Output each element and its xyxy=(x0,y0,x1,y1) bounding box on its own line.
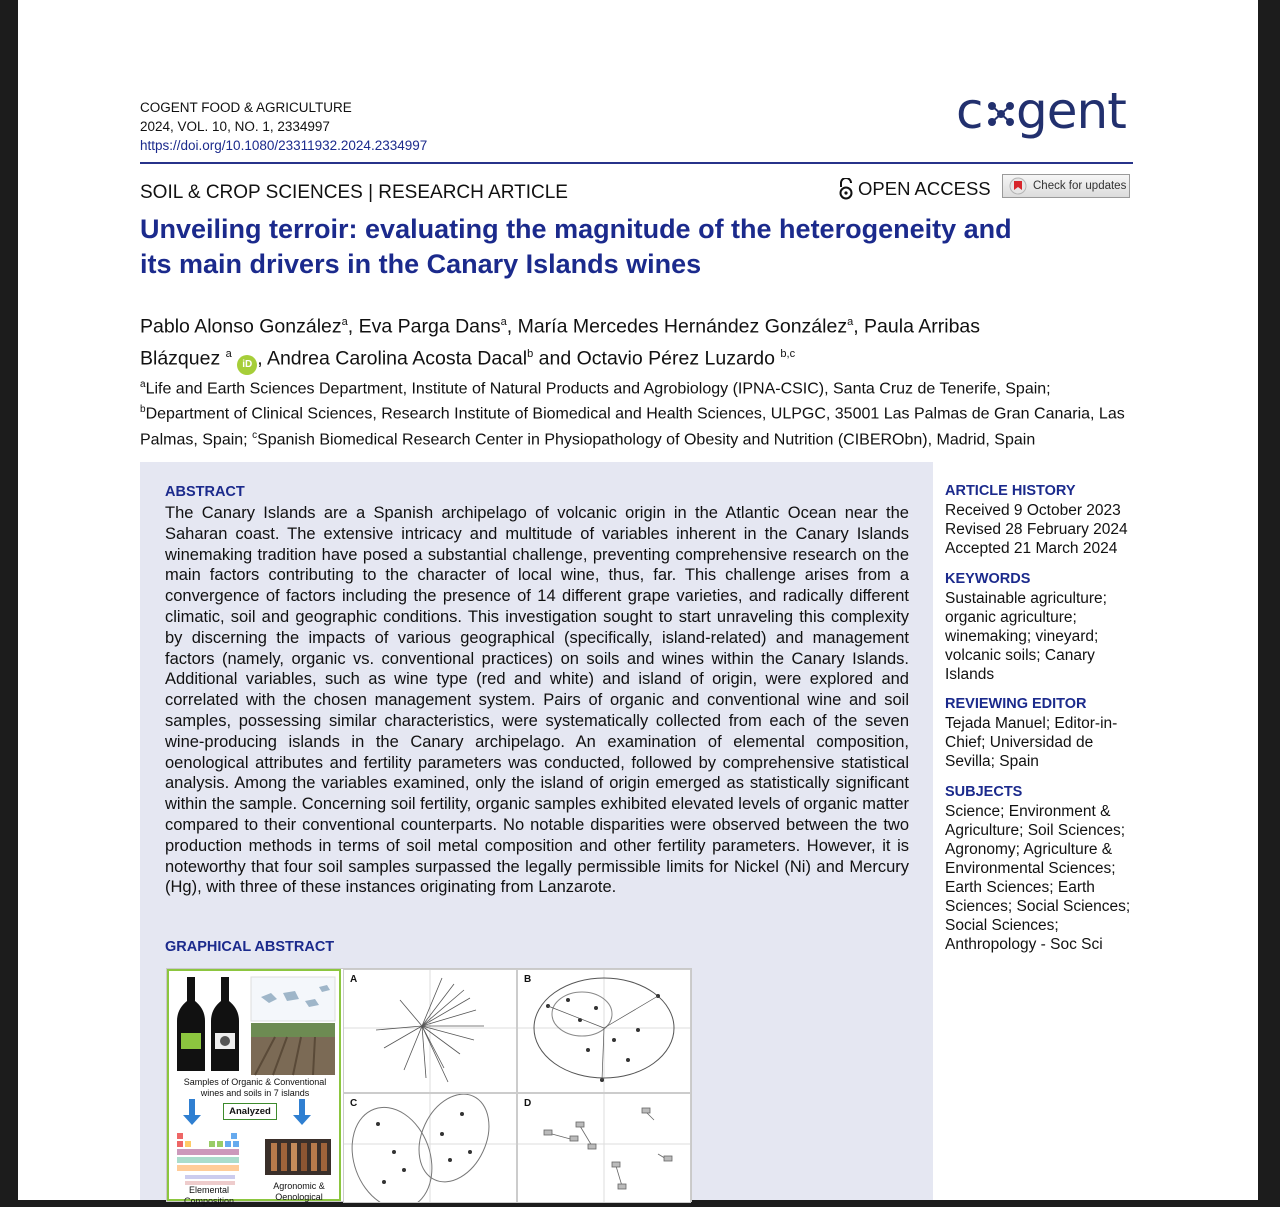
author-sup: b xyxy=(527,347,534,360)
title-line-1: Unveiling terroir: evaluating the magnitude of the heterogeneity and xyxy=(140,214,1012,244)
agronomic-caption: Agronomic & Oenological xyxy=(273,1181,325,1202)
affiliation-b: Department of Clinical Sciences, Research Institute of Biomedical and Health Sciences, ULPGC, 35001 Las Palmas de Gran Canaria, Las Palmas, Spain; xyxy=(140,405,1125,448)
journal-header xyxy=(140,98,427,155)
subjects-text: Science; Environment & Agriculture; Soil Sciences; Agronomy; Agriculture & Environmental Sciences; Earth Sciences; Earth Sciences; Social Sciences; Social Sciences; Anthropology - Soc Sci xyxy=(945,803,1131,953)
cogent-logo-graphic xyxy=(956,84,1152,140)
author-name: Pablo Alonso González xyxy=(140,315,342,338)
molecule-icon xyxy=(988,102,1014,126)
pca-panel-a xyxy=(343,969,517,1093)
author-name: Blázquez xyxy=(140,347,221,369)
samples-caption: Samples of Organic & Conventional wines and soils in 7 islands xyxy=(183,1077,327,1098)
author-sup: b,c xyxy=(780,347,796,360)
biplot-d xyxy=(518,1094,690,1202)
open-access-label: OPEN ACCESS xyxy=(858,178,991,199)
elemental-caption: Elemental Composition xyxy=(183,1185,235,1206)
abstract-heading: ABSTRACT xyxy=(165,484,245,500)
panel-label: D xyxy=(524,1098,532,1109)
affiliations xyxy=(140,374,1140,450)
author-sup: a xyxy=(341,316,348,328)
doi-link[interactable]: https://doi.org/10.1080/23311932.2024.2334997 xyxy=(140,138,428,153)
affil-sup: b xyxy=(140,404,146,416)
keywords-text: Sustainable agriculture; organic agriculture; winemaking; vineyard; volcanic soils; Canary Islands xyxy=(945,590,1107,683)
author-sup: a xyxy=(847,316,854,328)
author-name: Andrea Carolina Acosta Dacal xyxy=(266,347,528,369)
author-sup: a xyxy=(225,347,232,360)
cogent-logo xyxy=(956,84,1152,152)
affil-sup: a xyxy=(140,379,146,390)
article-page xyxy=(18,0,1258,1206)
panel-label: B xyxy=(524,974,532,985)
author-name: Octavio Pérez Luzardo xyxy=(576,347,775,369)
check-for-updates-button[interactable] xyxy=(1002,174,1130,198)
pca-panel-c xyxy=(343,1093,517,1203)
panel-label: C xyxy=(350,1098,358,1109)
affiliation-a: Life and Earth Sciences Department, Institute of Natural Products and Agrobiology (IPNA-CSIC), Santa Cruz de Tenerife, Spain; xyxy=(145,380,1051,398)
graphical-abstract-figure xyxy=(166,968,692,1206)
lab-analysis-icons xyxy=(169,1131,339,1187)
author-conjunction: and xyxy=(538,347,572,369)
open-access-badge xyxy=(838,178,991,200)
svg-text:c: c xyxy=(956,84,983,140)
accepted-date: Accepted 21 March 2024 xyxy=(945,540,1118,557)
graphical-abstract-heading: GRAPHICAL ABSTRACT xyxy=(165,939,335,955)
crossmark-icon xyxy=(1009,177,1027,195)
article-history xyxy=(945,482,1145,558)
graphical-abstract-workflow xyxy=(167,969,341,1206)
analyzed-label: Analyzed xyxy=(223,1103,277,1120)
header-rule xyxy=(140,162,1133,164)
reviewing-editor-block xyxy=(945,695,1130,771)
journal-volume: 2024, VOL. 10, NO. 1, 2334997 xyxy=(140,119,330,134)
section-label: SOIL & CROP SCIENCES | RESEARCH ARTICLE xyxy=(140,182,568,203)
open-lock-icon xyxy=(838,178,854,200)
history-heading: ARTICLE HISTORY xyxy=(945,483,1076,499)
journal-name: COGENT FOOD & AGRICULTURE xyxy=(140,100,352,115)
abstract-box xyxy=(140,462,933,1206)
author-list: Pablo Alonso González$^a$, Eva Parga Dans$^a$, María Mercedes Hernández González$^a$, Paula Arribas Blázquez $^a$ iD , Andrea Carolina Acosta Dacal$^b$ and Octavio Pérez Luzardo $^{b,c}$ xyxy=(140,309,1140,375)
keywords-block xyxy=(945,570,1120,684)
keywords-heading: KEYWORDS xyxy=(945,571,1031,587)
check-updates-label: Check for updates xyxy=(1033,180,1127,192)
wine-bottles-icon xyxy=(169,971,339,1077)
panel-label: A xyxy=(350,974,358,985)
svg-text:gent: gent xyxy=(1016,84,1126,140)
abstract-text: The Canary Islands are a Spanish archipelago of volcanic origin in the Atlantic Ocean near the Saharan coast. The extensive intricacy and multitude of variables inherent in the Canary Islands winemaking tradition have posed a substantial challenge, preventing comprehensive research on the main factors contributing to the character of local wine, thus, far. This challenge arises from a convergence of factors including the presence of 14 different grape varieties, and radically different climatic, soil and geographic conditions. This investigation sought to start unraveling this complexity by discerning the impacts of various geographical (specifically, island-related) and management factors (namely, organic vs. conventional practices) on soils and wines within the Canary Islands. Additional variables, such as wine type (red and white) and island of origin, were explored and correlated with the chosen management system. Pairs of organic and conventional wine and soil samples, possessing similar characteristics, were systematically collected from each of the seven wine-producing islands in the Canary archipelago. An examination of elemental composition, oenological attributes and fertility parameters was conducted, followed by comprehensive statistical analysis. Among the variables examined, only the island of origin emerged as statistically significant within the sample. Concerning soil fertility, organic samples exhibited elevated levels of organic matter compared to their conventional counterparts. No notable disparities were observed between the two production methods in terms of soil metal composition and other fertility parameters. However, it is noteworthy that four soil samples surpassed the legally permissible limits for Nickel (Ni) and Mercury (Hg), with three of these instances originating from Lanzarote. xyxy=(165,504,909,897)
pca-panel-d xyxy=(517,1093,691,1203)
article-title xyxy=(140,212,1140,282)
author-name: Eva Parga Dans xyxy=(358,315,501,338)
biplot-a xyxy=(344,970,516,1092)
author-sup: a xyxy=(500,316,507,328)
affil-sup: c xyxy=(252,429,258,441)
author-name: María Mercedes Hernández González xyxy=(517,315,848,338)
biplot-c xyxy=(344,1094,516,1202)
title-line-2: its main drivers in the Canary Islands wines xyxy=(140,249,702,279)
subjects-block xyxy=(945,783,1135,954)
received-date: Received 9 October 2023 xyxy=(945,502,1121,519)
pca-panel-b xyxy=(517,969,691,1093)
author-name: Paula Arribas xyxy=(864,315,981,338)
revised-date: Revised 28 February 2024 xyxy=(945,521,1128,538)
editor-text: Tejada Manuel; Editor-in-Chief; Universidad de Sevilla; Spain xyxy=(945,715,1118,770)
editor-heading: REVIEWING EDITOR xyxy=(945,696,1087,712)
orcid-icon[interactable]: iD xyxy=(237,355,257,375)
affiliation-c: Spanish Biomedical Research Center in Physiopathology of Obesity and Nutrition (CIBERObn), Madrid, Spain xyxy=(257,430,1036,448)
biplot-b xyxy=(518,970,690,1092)
subjects-heading: SUBJECTS xyxy=(945,784,1023,800)
